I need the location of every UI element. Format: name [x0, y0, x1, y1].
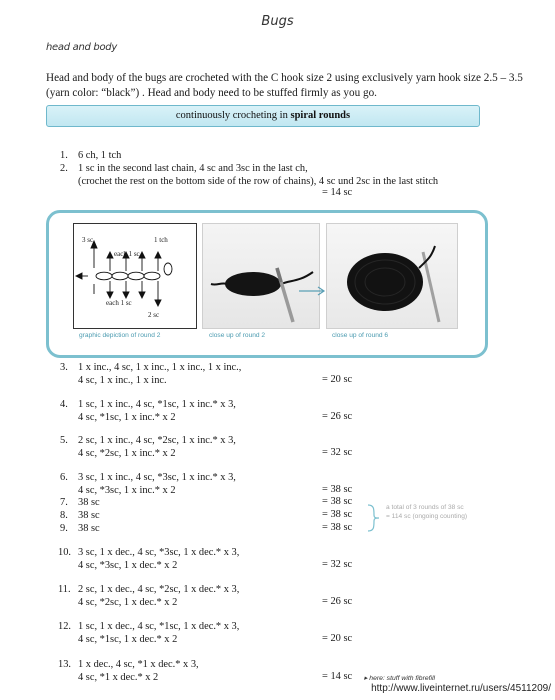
diagram-label-each-bottom: each 1 sc	[106, 299, 132, 307]
step-result: = 38 sc	[322, 522, 353, 533]
source-url: http://www.liveinternet.ru/users/4511209/	[371, 683, 551, 694]
bracket-icon	[366, 503, 382, 533]
step-line: 1 x dec., 4 sc, *1 x dec.* x 3,	[78, 659, 199, 670]
figure-frame	[46, 210, 488, 358]
bracket-note-line: = 114 sc (ongoing counting)	[386, 513, 468, 520]
step-line: 4 sc, *2sc, 1 x inc.* x 2	[78, 448, 176, 459]
step-result: = 14 sc	[322, 187, 353, 198]
step-line: 4 sc, *1sc, 1 x inc.* x 2	[78, 412, 176, 423]
step-result: = 38 sc	[322, 484, 353, 495]
step-number: 1.	[60, 150, 68, 161]
photo-round-2	[202, 223, 320, 329]
photo-round-2-svg	[203, 224, 319, 328]
step-line: 3 sc, 1 x dec., 4 sc, *3sc, 1 x dec.* x 3,	[78, 547, 240, 558]
step-line: 4 sc, *3sc, 1 x inc.* x 2	[78, 485, 176, 496]
step-number: 3.	[60, 362, 68, 373]
photo-round-6-svg	[327, 224, 457, 328]
bracket-note	[386, 503, 467, 521]
diagram-label-tch: 1 tch	[154, 236, 168, 244]
step-line: 4 sc, *2sc, 1 x dec.* x 2	[78, 597, 178, 608]
step-number: 6.	[60, 472, 68, 483]
step-result: = 20 sc	[322, 633, 353, 644]
page-title: Bugs	[261, 14, 294, 29]
stitch-diagram	[73, 223, 197, 329]
step-line: 38 sc	[78, 510, 100, 521]
step-line: 38 sc	[78, 523, 100, 534]
step-number: 9.	[60, 523, 68, 534]
caption-diagram: graphic depiction of round 2	[79, 332, 161, 339]
step-result: = 20 sc	[322, 374, 353, 385]
step-line: 38 sc	[78, 497, 100, 508]
spiral-rounds-banner	[46, 105, 480, 127]
caption-round-6: close up of round 6	[332, 332, 389, 339]
step-result: = 32 sc	[322, 447, 353, 458]
step-number: 4.	[60, 399, 68, 410]
diagram-label-2sc: 2 sc	[148, 311, 160, 319]
step-line: 4 sc, *3sc, 1 x dec.* x 2	[78, 560, 178, 571]
step-result: = 26 sc	[322, 596, 353, 607]
arrow-icon	[299, 285, 329, 297]
step-number: 8.	[60, 510, 68, 521]
step-line: 1 x inc., 4 sc, 1 x inc., 1 x inc., 1 x inc.,	[78, 362, 242, 373]
step-number: 13.	[58, 659, 71, 670]
step-line: 6 ch, 1 tch	[78, 150, 122, 161]
step-number: 2.	[60, 163, 68, 174]
step-result: = 32 sc	[322, 559, 353, 570]
step-result: = 14 sc	[322, 671, 353, 682]
step-line: 4 sc, *1 x dec.* x 2	[78, 672, 159, 683]
step-line: 3 sc, 1 x inc., 4 sc, *3sc, 1 x inc.* x 3,	[78, 472, 236, 483]
step-number: 5.	[60, 435, 68, 446]
step-result: = 26 sc	[322, 411, 353, 422]
step-line: 1 sc, 1 x inc., 4 sc, *1sc, 1 x inc.* x 3,	[78, 399, 236, 410]
section-subtitle: head and body	[46, 42, 117, 53]
caption-round-2: close up of round 2	[209, 332, 266, 339]
step-line: 4 sc, *1sc, 1 x dec.* x 2	[78, 634, 178, 645]
steps-top	[60, 149, 480, 199]
step-line: 4 sc, 1 x inc., 1 x inc.	[78, 375, 167, 386]
step-number: 7.	[60, 497, 68, 508]
step-line: 2 sc, 1 x inc., 4 sc, *2sc, 1 x inc.* x 3,	[78, 435, 236, 446]
step-line: 1 sc, 1 x dec., 4 sc, *1sc, 1 x dec.* x 3,	[78, 621, 240, 632]
bracket-note-line: a total of 3 rounds of 38 sc	[386, 504, 464, 511]
intro-paragraph: Head and body of the bugs are crocheted with the C hook size 2 using exclusively yarn hook size 2.5 – 3.5 (yarn color: “black”) . Head and body need to be stuffed firmly as you go.	[46, 72, 523, 99]
banner-text: continuously crocheting in	[175, 110, 291, 121]
banner-bold-text: spiral rounds	[290, 110, 351, 121]
diagram-label-each-top: each 1 sc	[114, 250, 140, 258]
step-result: = 38 sc	[322, 509, 353, 520]
step-number: 11.	[58, 584, 71, 595]
step-line: 2 sc, 1 x dec., 4 sc, *2sc, 1 x dec.* x 3,	[78, 584, 240, 595]
photo-round-6	[326, 223, 458, 329]
step-result: = 38 sc	[322, 496, 353, 507]
step-number: 10.	[58, 547, 71, 558]
stuff-note: ▸ here: stuff with fibrefill	[364, 675, 436, 682]
diagram-label-3sc: 3 sc	[82, 236, 94, 244]
step-number: 12.	[58, 621, 71, 632]
step-line: 1 sc in the second last chain, 4 sc and 3sc in the last ch,	[78, 163, 308, 174]
step-line: (crochet the rest on the bottom side of the row of chains), 4 sc und 2sc in the last stitch	[78, 176, 439, 187]
